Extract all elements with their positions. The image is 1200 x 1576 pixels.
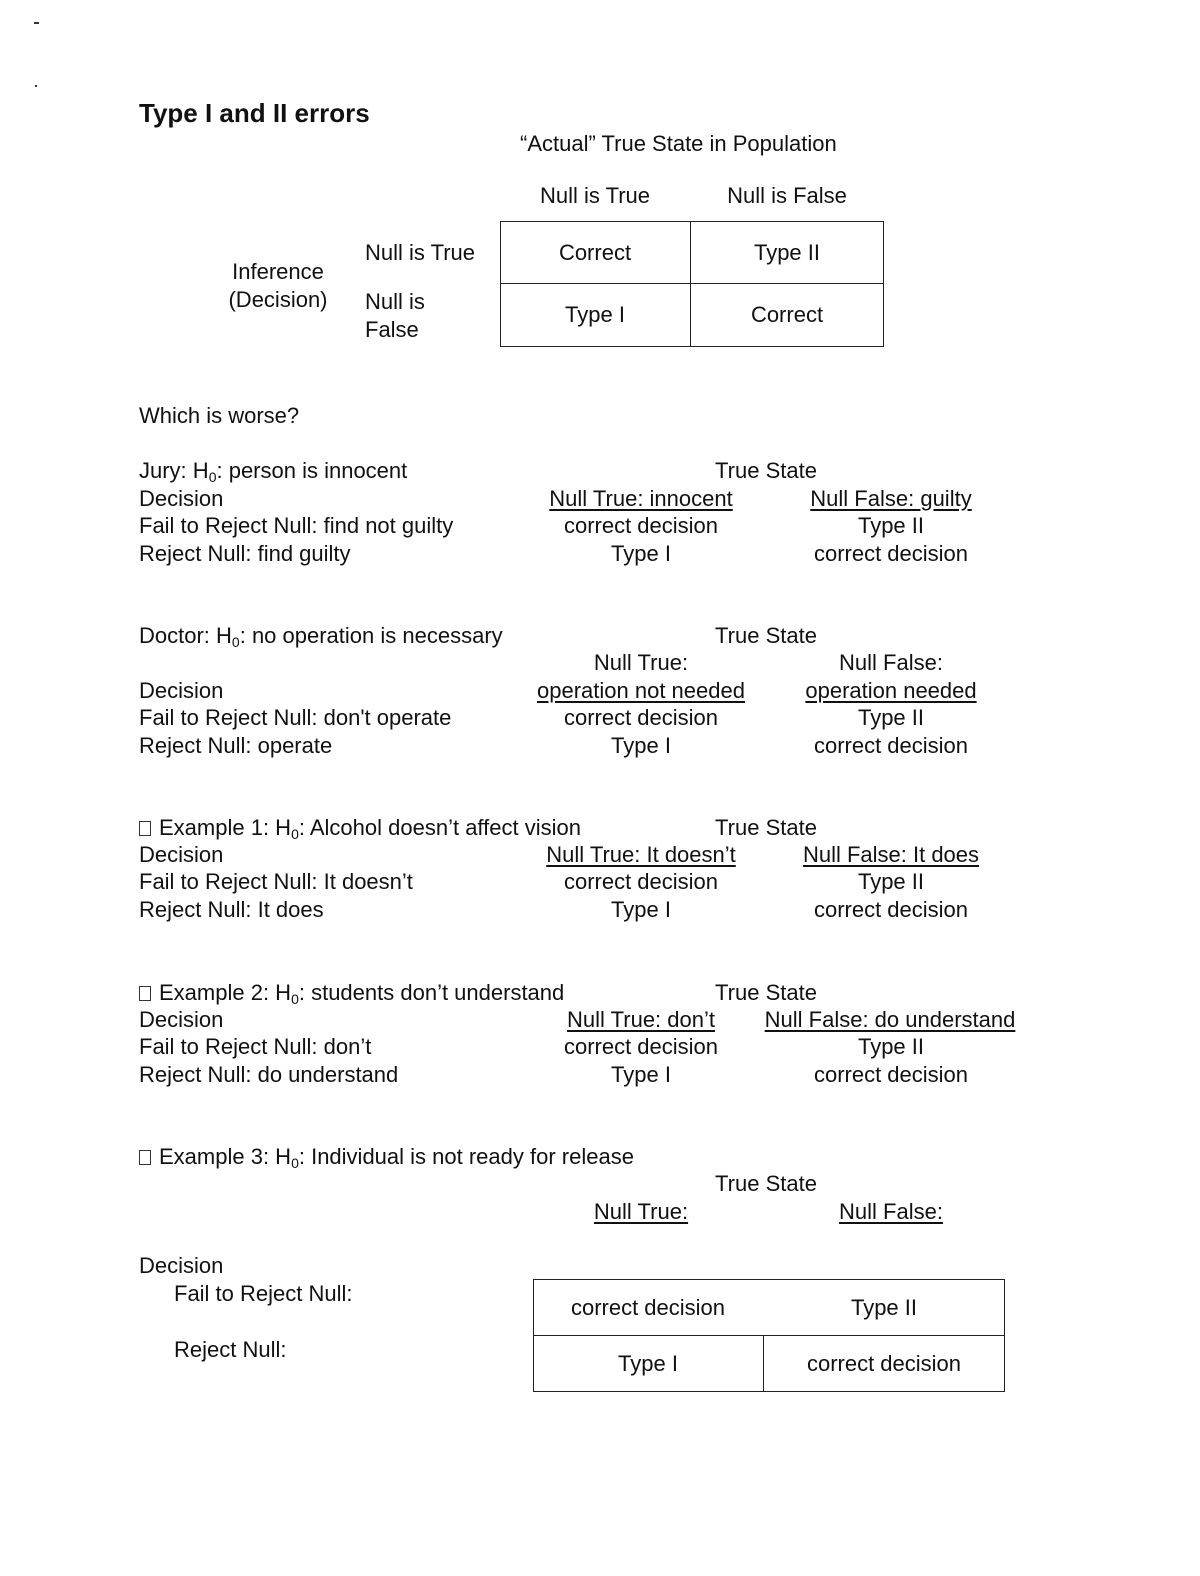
jury-decision-label: Decision (139, 486, 224, 511)
jury-cell: correct decision (813, 541, 969, 566)
jury-null-true-header: Null True: innocent (549, 486, 733, 511)
example2-true-state: True State (715, 980, 817, 1005)
example3-cell: correct decision (806, 1351, 962, 1376)
example3-cell: Type II (850, 1295, 918, 1320)
example1-true-state: True State (715, 815, 817, 840)
example3-cell: correct decision (570, 1295, 726, 1320)
matrix-row-null-true: Null is True (365, 240, 476, 265)
doctor-cell: correct decision (813, 733, 969, 758)
doctor-null-true-header: Null True: (593, 650, 689, 675)
matrix-row-null-false: Null is False (365, 289, 425, 342)
example2-null-true-header: Null True: don’t (567, 1007, 715, 1032)
example3-reject-row: Reject Null: (174, 1337, 287, 1362)
example2-null-false-header: Null False: do understand (764, 1007, 1016, 1032)
checkbox-icon (139, 1150, 151, 1165)
example2-cell: correct decision (563, 1034, 719, 1059)
doctor-decision-label: Decision (139, 678, 224, 703)
doctor-fail-row: Fail to Reject Null: don't operate (139, 705, 452, 730)
example1-cell: Type I (611, 897, 671, 922)
example1-cell: Type II (857, 869, 925, 894)
example2-hypothesis: Example 2: $H_0$: students don’t understand (139, 980, 564, 1006)
checkbox-icon (139, 986, 151, 1001)
jury-reject-row: Reject Null: find guilty (139, 541, 351, 566)
doctor-reject-row: Reject Null: operate (139, 733, 333, 758)
example1-cell: correct decision (563, 869, 719, 894)
example2-decision-label: Decision (139, 1007, 224, 1032)
which-worse-heading: Which is worse? (139, 403, 300, 428)
example2-cell: Type II (857, 1034, 925, 1059)
doctor-true-state: True State (715, 623, 817, 648)
doctor-null-false-header: Null False: (839, 650, 943, 675)
scan-mark (34, 22, 39, 24)
matrix-cell: Correct (750, 302, 824, 327)
example3-true-state: True State (715, 1171, 817, 1196)
page-title: Type I and II errors (139, 98, 370, 128)
example3-null-false-header: Null False: (839, 1199, 943, 1224)
matrix-cell: Correct (558, 240, 632, 265)
jury-fail-row: Fail to Reject Null: find not guilty (139, 513, 454, 538)
example2-reject-row: Reject Null: do understand (139, 1062, 399, 1087)
example2-cell: Type I (611, 1062, 671, 1087)
doctor-null-true-subheader: operation not needed (537, 678, 745, 703)
example3-divider (763, 1335, 764, 1392)
matrix-col-null-false: Null is False (727, 183, 847, 208)
example1-hypothesis: Example 1: $H_0$: Alcohol doesn’t affect vision (139, 815, 581, 841)
example1-null-false-header: Null False: It does (802, 842, 980, 867)
example1-cell: correct decision (813, 897, 969, 922)
checkbox-icon (139, 821, 151, 836)
jury-true-state: True State (715, 458, 817, 483)
doctor-cell: Type II (857, 705, 925, 730)
doctor-cell: correct decision (563, 705, 719, 730)
example2-fail-row: Fail to Reject Null: don’t (139, 1034, 372, 1059)
example1-reject-row: Reject Null: It does (139, 897, 324, 922)
matrix-cell: Type I (565, 302, 625, 327)
example1-null-true-header: Null True: It doesn’t (546, 842, 736, 867)
example3-divider (533, 1335, 1005, 1336)
matrix-divider (500, 283, 884, 284)
example3-cell: Type I (618, 1351, 678, 1376)
example1-decision-label: Decision (139, 842, 224, 867)
matrix-col-null-true: Null is True (539, 183, 651, 208)
doctor-cell: Type I (611, 733, 671, 758)
example1-fail-row: Fail to Reject Null: It doesn’t (139, 869, 413, 894)
jury-null-false-header: Null False: guilty (810, 486, 972, 511)
example2-cell: correct decision (813, 1062, 969, 1087)
example3-fail-row: Fail to Reject Null: (174, 1281, 353, 1306)
example3-decision-label: Decision (139, 1253, 224, 1278)
doctor-null-false-subheader: operation needed (805, 678, 977, 703)
jury-cell: correct decision (563, 513, 719, 538)
example3-null-true-header: Null True: (593, 1199, 689, 1224)
matrix-row-group-label: Inference (Decision) (228, 259, 328, 312)
jury-cell: Type II (857, 513, 925, 538)
example3-hypothesis: Example 3: $H_0$: Individual is not ready for release (139, 1144, 634, 1170)
jury-cell: Type I (611, 541, 671, 566)
doctor-hypothesis: Doctor: $H_0$: no operation is necessary (139, 623, 503, 650)
matrix-cell: Type II (753, 240, 821, 265)
matrix-header: “Actual” True State in Population (520, 131, 837, 156)
scan-mark (35, 85, 37, 87)
jury-hypothesis: Jury: $H_0$: person is innocent (139, 458, 408, 485)
